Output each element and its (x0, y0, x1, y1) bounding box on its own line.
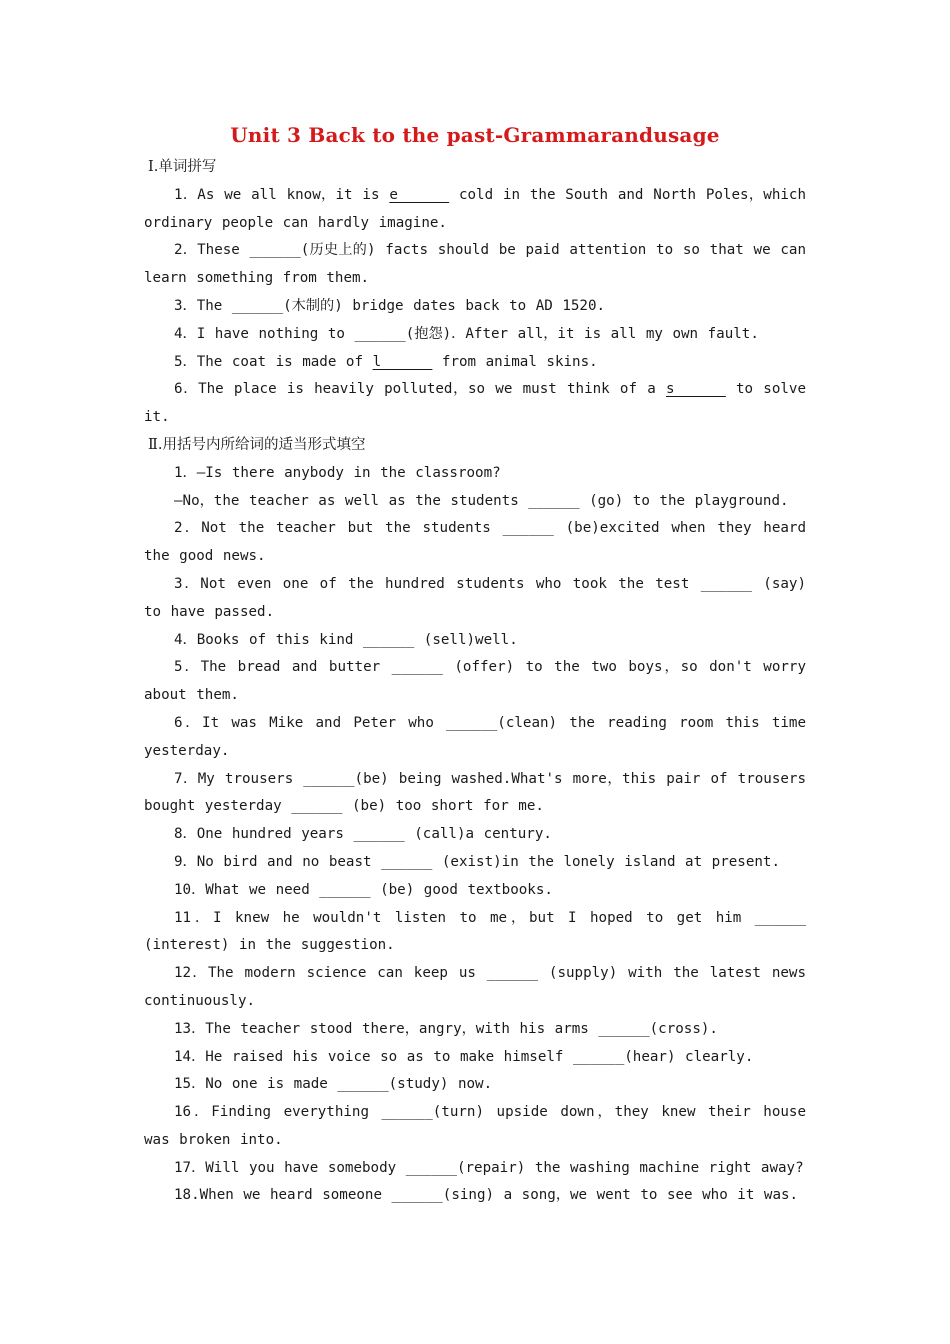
fill-in-item: 13．The teacher stood there，angry，with his arms ______(cross). (174, 1020, 718, 1037)
fill-in-item: 5．The bread and butter ______ (offer) to the two boys，so don't worry about them. (144, 659, 806, 704)
fill-in-item: 15．No one is made ______(study) now. (174, 1076, 493, 1093)
document-page (144, 120, 806, 1210)
fill-in-item: 3．Not even one of the hundred students who took the test ______ (say) to have passed. (144, 575, 806, 620)
fill-in-item: 12．The modern science can keep us ______ (supply) with the latest news continuously. (144, 965, 806, 1009)
section-heading-spelling: Ⅰ.单词拼写 (148, 159, 217, 175)
fill-in-item: 1．—Is there anybody in the classroom? (174, 464, 501, 481)
fill-in-item: 10．What we need ______ (be) good textbooks. (174, 881, 553, 898)
section-heading-fill-in: Ⅱ.用括号内所给词的适当形式填空 (148, 436, 366, 453)
fill-in-item: 14．He raised his voice so as to make himself ______(hear) clearly. (174, 1048, 754, 1065)
spelling-blank: l______ (372, 353, 433, 370)
fill-in-item: 4．Books of this kind ______ (sell)well. (174, 631, 518, 648)
spelling-item-3: 3．The ______(木制的) bridge dates back to AD 1520. (174, 297, 606, 314)
spelling-blank: s______ (665, 381, 726, 398)
fill-in-list (144, 460, 806, 1211)
spelling-item-1: 1．As we all know，it is e______ cold in the South and North Poles，which ordinary people can hardly imagine. (144, 186, 807, 231)
fill-in-item: 2．Not the teacher but the students ______ (be)excited when they heard the good news. (144, 520, 806, 565)
spelling-item-5: 5．The coat is made of l______ from animal skins. (174, 353, 598, 370)
fill-in-item: 7．My trousers ______(be) being washed.What's more，this pair of trousers bought yesterday ______ (be) too short for me. (144, 770, 806, 815)
fill-in-item: 11．I knew he wouldn't listen to me，but I hoped to get him ______ (interest) in the suggestion. (144, 909, 806, 954)
spelling-list (144, 182, 806, 432)
spelling-item-2: 2．These ______(历史上的) facts should be paid attention to so that we can learn something from them. (144, 242, 806, 287)
fill-in-item: 17．Will you have somebody ______(repair) the washing machine right away? (174, 1159, 804, 1176)
spelling-item-4: 4．I have nothing to ______(抱怨)．After all，it is all my own fault. (174, 325, 759, 342)
fill-in-item: 9．No bird and no beast ______ (exist)in the lonely island at present. (174, 853, 781, 870)
fill-in-item: 6．It was Mike and Peter who ______(clean) the reading room this time yesterday. (144, 714, 806, 759)
fill-in-item: 18.When we heard someone ______(sing) a song，we went to see who it was. (174, 1187, 799, 1204)
spelling-item-6: 6．The place is heavily polluted，so we must think of a s______ to solve it. (144, 381, 807, 426)
fill-in-item: 8．One hundred years ______ (call)a century. (174, 826, 552, 843)
fill-in-item: 16．Finding everything ______(turn) upside down，they knew their house was broken into. (144, 1104, 806, 1148)
page-title: Unit 3 Back to the past-Grammarandusage (230, 123, 720, 147)
spelling-blank: e______ (389, 186, 450, 203)
fill-in-item: —No，the teacher as well as the students ______ (go) to the playground. (174, 492, 789, 509)
